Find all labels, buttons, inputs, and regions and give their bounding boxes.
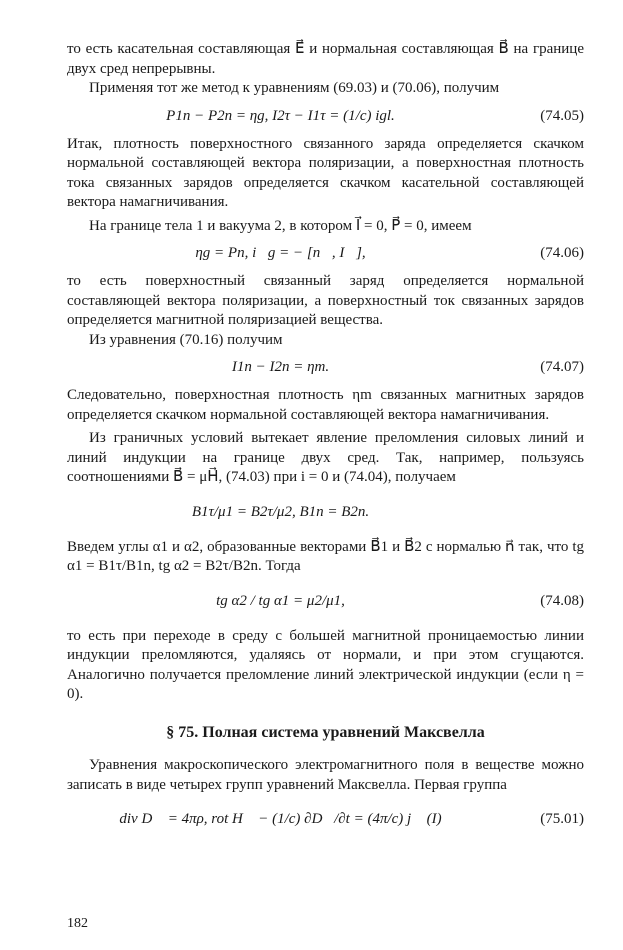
paragraph: Уравнения макроскопического электромагнитного поля в веществе можно записать в виде четырех групп уравнений Максвелла. Первая группа (67, 757, 584, 793)
paragraph: Следовательно, поверхностная плотность ηm связанных магнитных зарядов определяется скачком нормальной составляющей вектора намагничивания. (67, 387, 584, 423)
equation-body: tg α2 / tg α1 = μ2/μ1, (216, 592, 345, 609)
equation-number: (75.01) (540, 811, 584, 827)
page-content (67, 40, 584, 845)
paragraph: то есть при переходе в среду с большей магнитной проницаемостью линии индукции преломляются, удаляясь от нормали, и при этом сгущаются. Аналогично получается преломление линий электрической индукции (если η = 0). (67, 627, 584, 702)
paragraph: Итак, плотность поверхностного связанного заряда определяется скачком нормальной составляющей вектора поляризации, а поверхностная плотность тока связанных зарядов определяется скачком касательной составляющей вектора намагничивания. (67, 135, 584, 210)
equation-74-07 (67, 353, 584, 383)
section-heading: § 75. Полная система уравнений Максвелла (166, 723, 485, 741)
paragraph: Из граничных условий вытекает явление преломления силовых линий и линий индукции на границе двух сред. Так, например, пользуясь соотношениями B⃗ = μH⃗, (74.03) при i = 0 и (74.04), получаем (67, 430, 584, 485)
equation-body: div D⃗ = 4πρ, rot H⃗ − (1/c) ∂D⃗/∂t = (4π/c) j⃗ (I) (119, 811, 442, 827)
equation-74-05 (67, 102, 584, 132)
equation-number: (74.08) (540, 592, 584, 609)
paragraph: Введем углы α1 и α2, образованные векторами B⃗1 и B⃗2 с нормалью n⃗ так, что tg α1 = B1τ/B1n, tg α2 = B2τ/B2n. Тогда (67, 538, 584, 574)
equation-74-06 (67, 239, 584, 269)
paragraph: Из уравнения (70.16) получим (89, 331, 283, 348)
equation-number: (74.07) (540, 359, 584, 375)
equation-body: ηg = Pn, i⃗g = − [n⃗, I⃗], (195, 245, 366, 261)
equation-75-01 (67, 798, 584, 842)
paragraph: На границе тела 1 и вакуума 2, в котором I⃗ = 0, P⃗ = 0, имеем (89, 217, 472, 234)
equation-body: I1n − I2n = ηm. (231, 359, 330, 375)
paragraph: то есть поверхностный связанный заряд определяется нормальной составляющей вектора поляризации, а поверхностный ток связанных зарядов определяется магнитной поляризацией вещества. (67, 273, 584, 328)
equation-number: (74.06) (540, 245, 584, 261)
page-number: 182 (67, 916, 88, 931)
equation-74-08 (67, 580, 584, 624)
equation-body: B1τ/μ1 = B2τ/μ2, B1n = B2n. (191, 503, 370, 520)
equation-body: P1n − P2n = ηg, I2τ − I1τ = (1/c) igl. (166, 107, 395, 124)
paragraph: Применяя тот же метод к уравнениям (69.03) и (70.06), получим (89, 80, 500, 96)
equation-number: (74.05) (540, 107, 584, 124)
paragraph: то есть касательная составляющая E⃗ и нормальная составляющая B⃗ на границе двух сред непрерывны. (67, 41, 584, 77)
equation-boundary (67, 491, 584, 535)
